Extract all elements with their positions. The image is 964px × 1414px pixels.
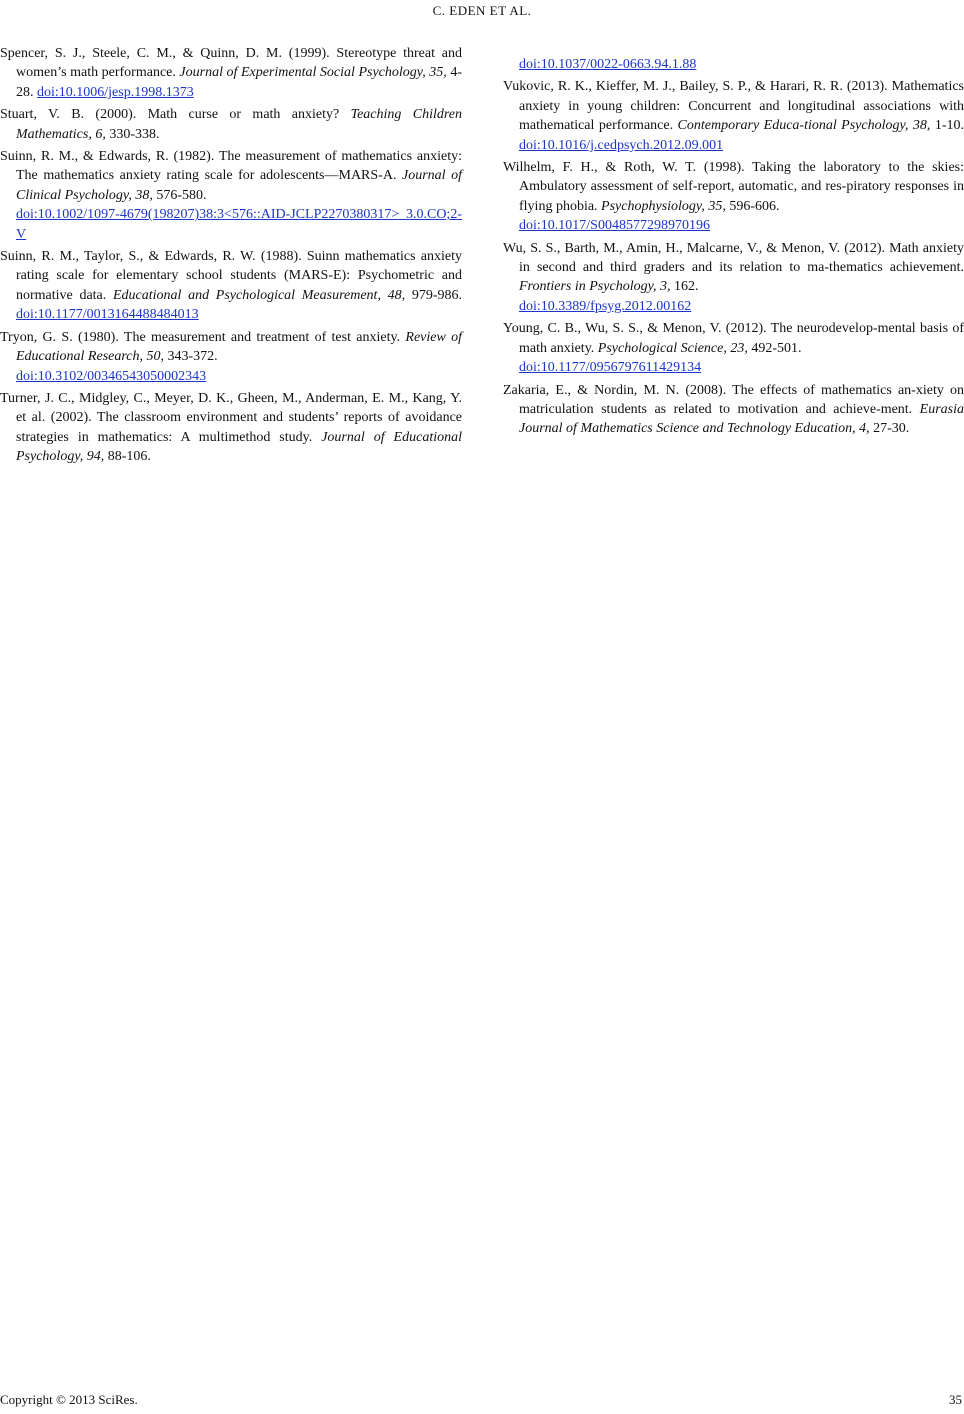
ref-pages: 88-106. (104, 449, 151, 465)
references-right-column (503, 55, 964, 442)
ref-journal: Teaching Children Mathematics, 6, (16, 107, 462, 142)
doi-link[interactable]: doi:10.1177/0013164488484013 (16, 307, 199, 323)
doi-link[interactable]: doi:10.3102/00346543050002343 (16, 368, 207, 384)
ref-journal: Frontiers in Psychology, 3, (519, 279, 671, 295)
ref-pages: 330-338. (105, 126, 160, 142)
ref-pages: 27-30. (869, 421, 910, 437)
ref-pages: 979-986. (405, 287, 462, 303)
ref-journal: Contemporary Educa-tional Psychology, 38, (677, 118, 931, 134)
reference-entry (503, 158, 964, 236)
ref-pages: 162. (670, 279, 699, 295)
reference-entry (0, 105, 462, 144)
reference-entry (503, 319, 964, 377)
ref-journal: Journal of Educational Psychology, 94, (16, 429, 462, 465)
doi-link[interactable]: doi:10.1016/j.cedpsych.2012.09.001 (519, 137, 724, 153)
ref-text: Wu, S. S., Barth, M., Amin, H., Malcarne, V., & Menon, V. (2012). Math anxiety in second and third graders and its relation to ma-thematics achievement. (503, 240, 964, 276)
ref-journal: Psychological Science, 23, (597, 340, 748, 356)
ref-journal: Educational and Psychological Measurement, 48, (112, 287, 406, 303)
reference-entry (0, 328, 462, 386)
reference-entry (503, 77, 964, 155)
ref-text: Turner, J. C., Midgley, C., Meyer, D. K., Gheen, M., Anderman, E. M., Kang, Y. et al. (2002). The classroom environment and students’ reports of avoidance strategies in mathematics: A multimethod study. (0, 390, 462, 445)
doi-link[interactable]: doi:10.1002/1097-4679(198207)38:3<576::AID-JCLP2270380317> 3.0.CO;2-V (16, 207, 462, 242)
running-header: C. EDEN ET AL. (432, 3, 532, 18)
ref-text: Spencer, S. J., Steele, C. M., & Quinn, D. M. (1999). Stereotype threat and women’s math performance. (0, 46, 462, 81)
reference-entry (0, 147, 462, 244)
ref-pages: 576-580. (152, 187, 207, 203)
ref-pages: 492-501. (747, 340, 802, 356)
doi-link[interactable]: doi:10.1177/0956797611429134 (519, 360, 702, 376)
ref-text: Suinn, R. M., & Edwards, R. (1982). The measurement of mathematics anxiety: The mathematics anxiety rating scale for adolescents—MARS-A. (0, 149, 462, 184)
ref-text: Young, C. B., Wu, S. S., & Menon, V. (2012). The neurodevelop-mental basis of math anxiety. (503, 321, 964, 356)
reference-entry (503, 239, 964, 317)
ref-pages: 596-606. (725, 198, 780, 214)
doi-link[interactable]: doi:10.1037/0022-0663.94.1.88 (519, 57, 697, 72)
ref-text: Stuart, V. B. (2000). Math curse or math anxiety? (0, 107, 351, 123)
ref-journal: Review of Educational Research, 50, (16, 329, 463, 365)
reference-continuation (503, 55, 964, 74)
page-number: 35 (949, 1392, 962, 1407)
doi-link[interactable]: doi:10.1006/jesp.1998.1373 (37, 84, 194, 100)
doi-link[interactable]: doi:10.3389/fpsyg.2012.00162 (519, 298, 692, 314)
ref-text: Tryon, G. S. (1980). The measurement and treatment of test anxiety. (0, 329, 406, 345)
ref-pages: 343-372. (164, 349, 218, 365)
reference-entry (503, 381, 964, 439)
ref-journal: Eurasia Journal of Mathematics Science and Technology Education, 4, (519, 401, 964, 437)
reference-entry (0, 44, 462, 102)
ref-text: Vukovic, R. K., Kieffer, M. J., Bailey, S. P., & Harari, R. R. (2013). Mathematics anxiety in young children: Concurrent and longitudinal associations with mathematical performance. (503, 79, 964, 134)
references-left-column (0, 44, 462, 470)
ref-pages: 1-10. (930, 118, 964, 134)
ref-pages: 4-28. (16, 65, 462, 100)
doi-link[interactable]: doi:10.1017/S0048577298970196 (519, 218, 710, 234)
ref-journal: Journal of Clinical Psychology, 38, (16, 168, 462, 203)
ref-journal: Journal of Experimental Social Psychology, 35, (179, 65, 447, 81)
ref-text: Zakaria, E., & Nordin, M. N. (2008). The effects of mathematics an-xiety on matriculation students as related to motivation and achieve-ment. (503, 382, 964, 417)
reference-entry (0, 389, 462, 467)
reference-entry (0, 247, 462, 325)
ref-text: Suinn, R. M., Taylor, S., & Edwards, R. W. (1988). Suinn mathematics anxiety rating scale for elementary school students (MARS-E): Psychometric and normative data. (0, 249, 462, 303)
copyright-notice: Copyright © 2013 SciRes. (0, 1392, 138, 1407)
ref-text: Wilhelm, F. H., & Roth, W. T. (1998). Taking the laboratory to the skies: Ambulatory assessment of self-report, automatic, and res-piratory responses in flying phobia. (503, 160, 964, 214)
ref-journal: Psychophysiology, 35, (601, 198, 726, 214)
